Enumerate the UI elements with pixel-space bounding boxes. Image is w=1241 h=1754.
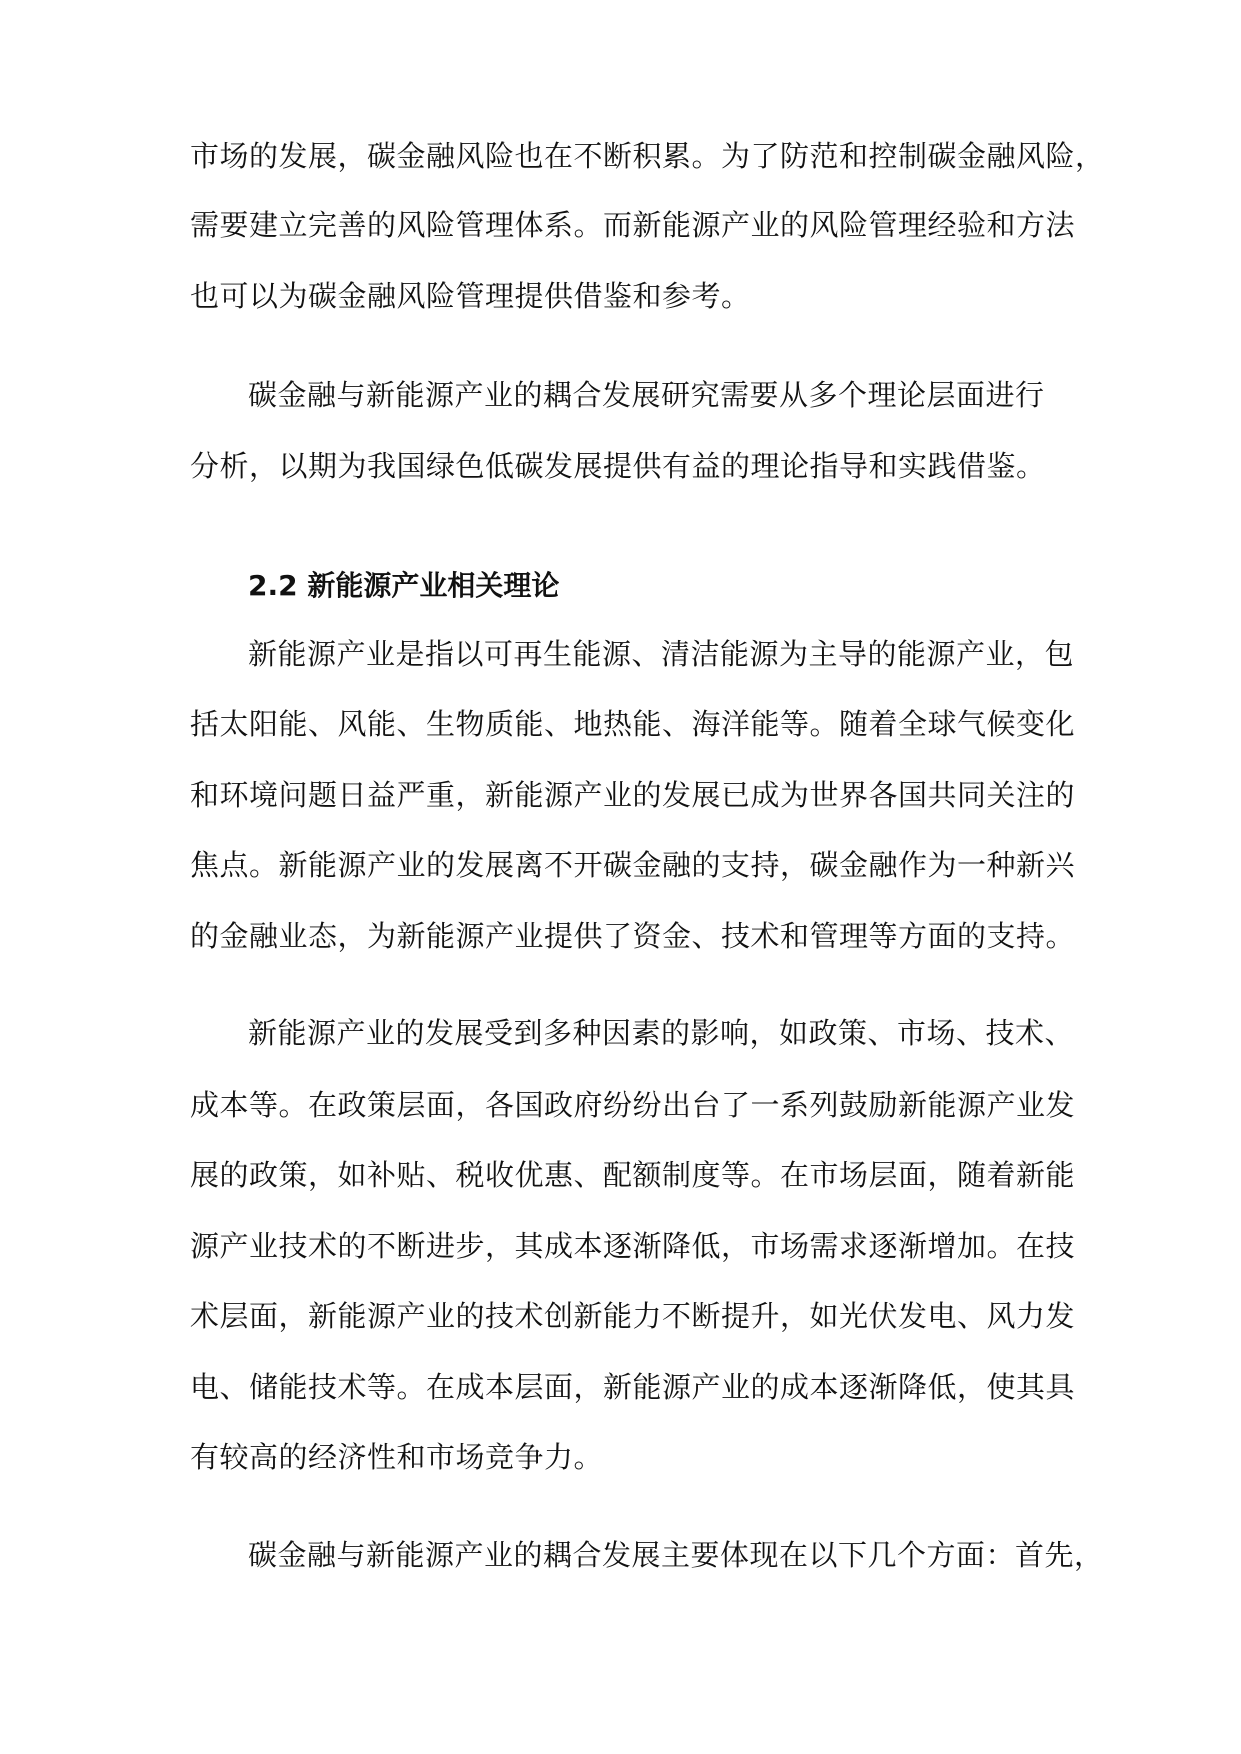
- paragraph-1-line-2: 需要建立完善的风险管理体系。而新能源产业的风险管理经验和方法: [190, 208, 1076, 242]
- paragraph-1-line-3: 也可以为碳金融风险管理提供借鉴和参考。: [190, 279, 751, 313]
- paragraph-4-line-4: 源产业技术的不断进步，其成本逐渐降低，市场需求逐渐增加。在技: [190, 1229, 1076, 1263]
- paragraph-3-line-3: 和环境问题日益严重，新能源产业的发展已成为世界各国共同关注的: [190, 778, 1076, 812]
- paragraph-2-line-1: 碳金融与新能源产业的耦合发展研究需要从多个理论层面进行: [248, 378, 1045, 412]
- paragraph-4-line-2: 成本等。在政策层面，各国政府纷纷出台了一系列鼓励新能源产业发: [190, 1088, 1076, 1122]
- paragraph-1-line-1: 市场的发展，碳金融风险也在不断积累。为了防范和控制碳金融风险，: [190, 139, 1105, 173]
- paragraph-3-line-4: 焦点。新能源产业的发展离不开碳金融的支持，碳金融作为一种新兴: [190, 848, 1076, 882]
- paragraph-3-line-2: 括太阳能、风能、生物质能、地热能、海洋能等。随着全球气候变化: [190, 707, 1076, 741]
- paragraph-5-line-1: 碳金融与新能源产业的耦合发展主要体现在以下几个方面：首先，: [248, 1538, 1104, 1572]
- paragraph-4-line-3: 展的政策，如补贴、税收优惠、配额制度等。在市场层面，随着新能: [190, 1158, 1076, 1192]
- paragraph-4-line-6: 电、储能技术等。在成本层面，新能源产业的成本逐渐降低，使其具: [190, 1370, 1076, 1404]
- paragraph-4-line-1: 新能源产业的发展受到多种因素的影响，如政策、市场、技术、: [248, 1016, 1075, 1050]
- paragraph-2-line-2: 分析，以期为我国绿色低碳发展提供有益的理论指导和实践借鉴。: [190, 449, 1046, 483]
- paragraph-3-line-1: 新能源产业是指以可再生能源、清洁能源为主导的能源产业，包: [248, 637, 1075, 671]
- section-heading: 2.2 新能源产业相关理论: [248, 569, 560, 602]
- paragraph-4-line-7: 有较高的经济性和市场竞争力。: [190, 1440, 604, 1474]
- paragraph-4-line-5: 术层面，新能源产业的技术创新能力不断提升，如光伏发电、风力发: [190, 1299, 1076, 1333]
- paragraph-3-line-5: 的金融业态，为新能源产业提供了资金、技术和管理等方面的支持。: [190, 919, 1076, 953]
